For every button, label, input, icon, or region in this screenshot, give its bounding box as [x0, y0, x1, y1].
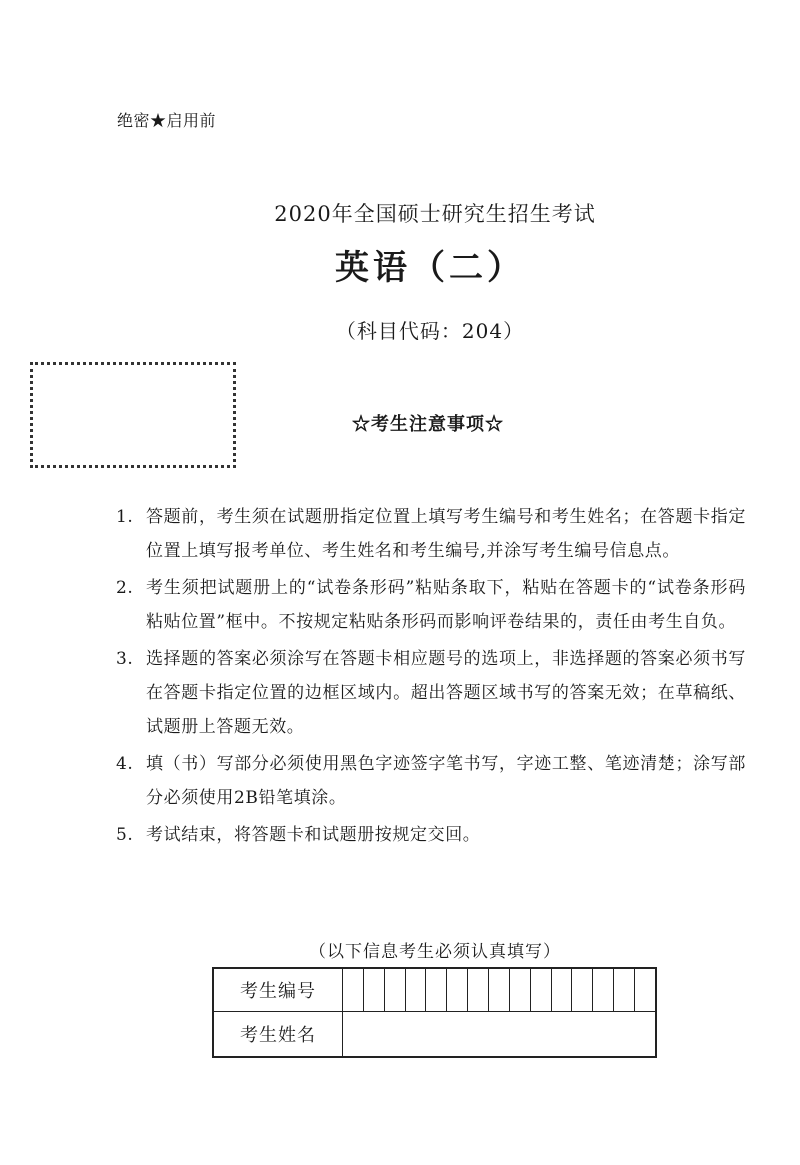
- notice-item: [116, 642, 746, 744]
- candidate-number-digit-cell[interactable]: [593, 968, 614, 1012]
- candidate-number-digit-cell[interactable]: [384, 968, 405, 1012]
- notice-heading: ☆考生注意事项☆: [352, 414, 504, 435]
- candidate-number-digit-cell[interactable]: [488, 968, 509, 1012]
- subject-code: （科目代码：204）: [335, 319, 525, 343]
- subject-title: 英语（二）: [335, 248, 525, 288]
- notice-item: [116, 500, 746, 568]
- notice-list: [116, 500, 746, 855]
- candidate-number-digit-cell[interactable]: [426, 968, 447, 1012]
- notice-item: [116, 571, 746, 639]
- candidate-info-table: [212, 967, 657, 1058]
- candidate-number-digit-cell[interactable]: [572, 968, 593, 1012]
- notice-item-text: 填（书）写部分必须使用黑色字迹签字笔书写，字迹工整、笔迹清楚；涂写部分必须使用2B铅笔填涂。: [146, 754, 746, 808]
- confidentiality-mark: 绝密★启用前: [117, 111, 217, 130]
- notice-item-text: 考生须把试题册上的“试卷条形码”粘贴条取下，粘贴在答题卡的“试卷条形码粘贴位置”框中。不按规定粘贴条形码而影响评卷结果的，责任由考生自负。: [146, 578, 746, 632]
- notice-item-number: 5.: [116, 825, 134, 845]
- notice-item-text: 答题前，考生须在试题册指定位置上填写考生编号和考生姓名；在答题卡指定位置上填写报考单位、考生姓名和考生编号,并涂写考生编号信息点。: [146, 507, 746, 561]
- candidate-number-digit-cell[interactable]: [405, 968, 426, 1012]
- candidate-name-field[interactable]: [342, 1012, 656, 1058]
- notice-item-number: 4.: [116, 754, 134, 774]
- notice-item-text: 考试结束，将答题卡和试题册按规定交回。: [146, 825, 481, 845]
- candidate-number-digit-cell[interactable]: [551, 968, 572, 1012]
- notice-item: [116, 747, 746, 815]
- candidate-number-digit-cell[interactable]: [363, 968, 384, 1012]
- candidate-number-digit-cell[interactable]: [342, 968, 363, 1012]
- candidate-number-label: 考生编号: [213, 968, 342, 1012]
- notice-item-number: 2.: [116, 578, 134, 598]
- candidate-number-digit-cell[interactable]: [468, 968, 489, 1012]
- candidate-name-row: [213, 1012, 656, 1058]
- info-caption: （以下信息考生必须认真填写）: [309, 942, 561, 962]
- candidate-number-row: [213, 968, 656, 1012]
- candidate-name-label: 考生姓名: [213, 1012, 342, 1058]
- notice-item-number: 1.: [116, 507, 134, 527]
- barcode-sticker-area: [30, 362, 236, 468]
- notice-item: [116, 818, 746, 852]
- exam-title: 2020年全国硕士研究生招生考试: [274, 202, 596, 226]
- candidate-number-digit-cell[interactable]: [447, 968, 468, 1012]
- notice-item-number: 3.: [116, 649, 134, 669]
- candidate-number-digit-cell[interactable]: [634, 968, 656, 1012]
- candidate-number-digit-cell[interactable]: [509, 968, 530, 1012]
- notice-item-text: 选择题的答案必须涂写在答题卡相应题号的选项上，非选择题的答案必须书写在答题卡指定位置的边框区域内。超出答题区域书写的答案无效；在草稿纸、试题册上答题无效。: [146, 649, 746, 737]
- candidate-number-digit-cell[interactable]: [530, 968, 551, 1012]
- candidate-number-digit-cell[interactable]: [614, 968, 635, 1012]
